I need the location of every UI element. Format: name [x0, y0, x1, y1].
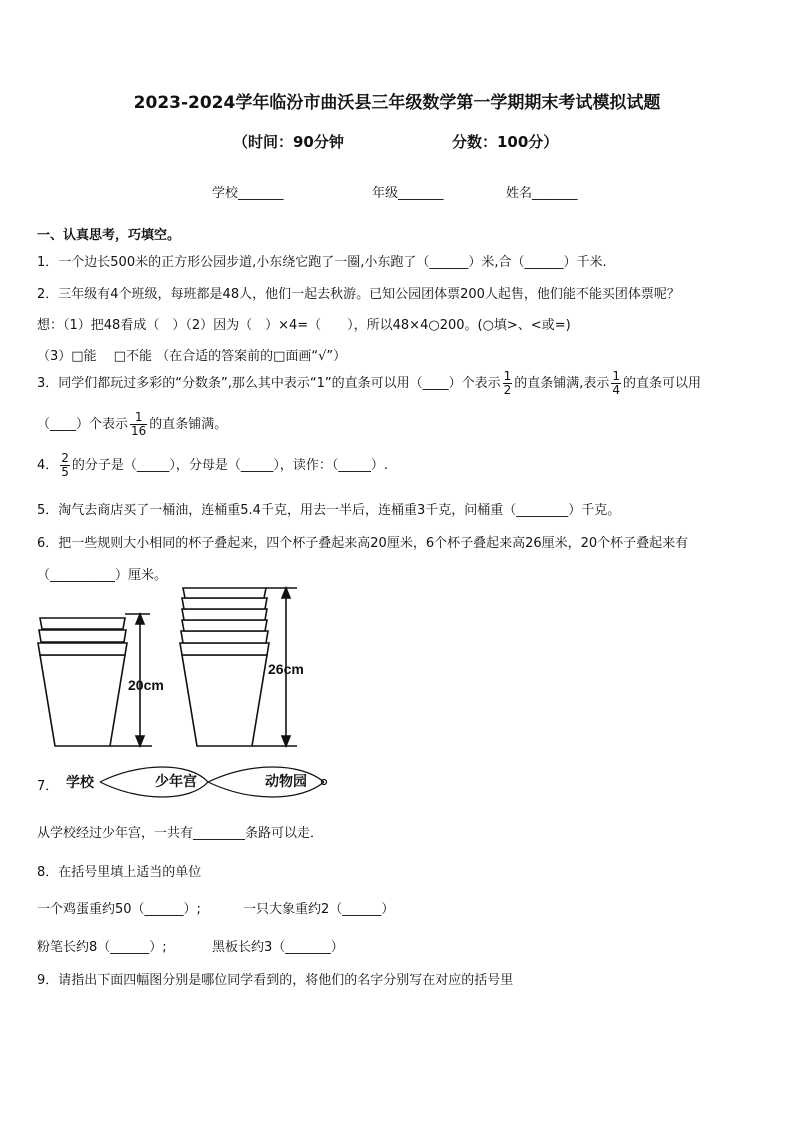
- question-8-title: 8．在括号里填上适当的单位: [37, 865, 202, 880]
- cup-height-label-2: 26cm: [268, 661, 304, 677]
- fraction-2-5: $\frac{2}{5}$: [61, 451, 69, 479]
- q4-number: 4．: [37, 458, 59, 473]
- question-2-line1: 2．三年级有4个班级，每班都是48人，他们一起去秋游。已知公园团体票200人起售，他们能不能买团体票呢？: [37, 287, 680, 302]
- section-heading: 一、认真思考，巧填空。: [37, 228, 181, 243]
- school-field: 学校_______: [212, 186, 284, 201]
- question-4: [37, 452, 388, 479]
- q3-text-d: （____）个表示: [37, 417, 129, 432]
- question-2-line2: 想：（1）把48看成（ ）（2）因为（ ）×4=（ ），所以48×4○200。(○填>、<或=): [37, 318, 571, 333]
- exam-time: （时间：90分钟: [233, 133, 344, 151]
- name-field: 姓名_______: [506, 186, 578, 201]
- q4-text: 的分子是（_____），分母是（_____），读作：（_____）.: [71, 458, 389, 473]
- question-6-line2: （__________）厘米。: [37, 568, 168, 583]
- question-8-egg: 一个鸡蛋重约50（______）;: [37, 902, 201, 917]
- question-5: 5．淘气去商店买了一桶油，连桶重5.4千克，用去一半后，连桶重3千克，问桶重（________）千克。: [37, 503, 621, 518]
- question-8-board: 黑板长约3（_______）: [212, 940, 344, 955]
- question-8-chalk: 粉笔长约8（______）;: [37, 940, 167, 955]
- question-8-elephant: 一只大象重约2（______）: [243, 902, 395, 917]
- label-school: 学校: [66, 774, 94, 790]
- question-6-line1: 6．把一些规则大小相同的杯子叠起来，四个杯子叠起来高20厘米，6个杯子叠起来高26厘米，20个杯子叠起来有: [37, 536, 689, 551]
- exam-score: 分数：100分）: [452, 133, 559, 151]
- question-3-line2: [37, 411, 227, 438]
- label-zoo: 动物园: [265, 773, 307, 789]
- q3-text-a: 3．同学们都玩过多彩的“分数条”,那么其中表示“1”的直条可以用（____）个表示: [37, 376, 501, 391]
- cup-height-label-1: 20cm: [128, 677, 164, 693]
- stacked-cups-figure: [30, 583, 330, 753]
- question-1: 1．一个边长500米的正方形公园步道,小东绕它跑了一圈,小东跑了（______）米,合（______）千米.: [37, 255, 607, 270]
- question-3-line1: [37, 370, 701, 397]
- fraction-1-2: $\frac{1}{2}$: [503, 369, 512, 397]
- q3-text-c: 的直条可以用: [623, 376, 702, 391]
- question-2-line3: （3）□能 □不能 （在合适的答案前的□面画“√”）: [37, 349, 347, 364]
- question-7-text: 从学校经过少年宫，一共有________条路可以走．: [37, 826, 324, 841]
- question-9: 9．请指出下面四幅图分别是哪位同学看到的，将他们的名字分别写在对应的括号里: [37, 973, 514, 988]
- fraction-1-4: $\frac{1}{4}$: [612, 369, 621, 397]
- q3-text-e: 的直条铺满。: [149, 417, 228, 432]
- fraction-1-16: $\frac{1}{16}$: [131, 410, 147, 438]
- grade-field: 年级_______: [372, 186, 444, 201]
- route-diagram: [60, 764, 340, 800]
- question-7-number: 7．: [37, 779, 59, 794]
- page-title: 2023-2024学年临汾市曲沃县三年级数学第一学期期末考试模拟试题: [133, 93, 661, 113]
- q3-text-b: 的直条铺满,表示: [514, 376, 610, 391]
- label-youth-palace: 少年宫: [155, 773, 197, 789]
